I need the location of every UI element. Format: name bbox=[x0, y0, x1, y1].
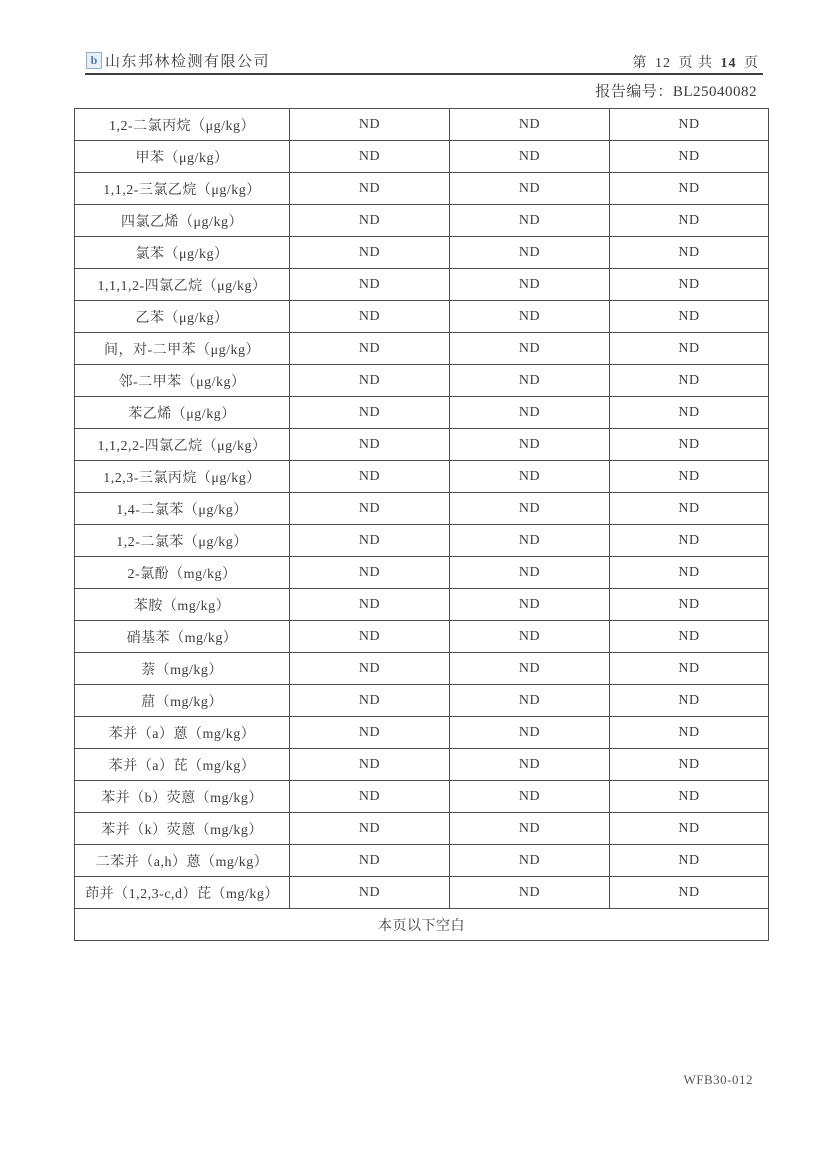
result-cell: ND bbox=[290, 301, 450, 333]
result-cell: ND bbox=[450, 877, 610, 909]
result-cell: ND bbox=[450, 717, 610, 749]
parameter-name-cell: 萘（mg/kg） bbox=[75, 653, 290, 685]
result-cell: ND bbox=[610, 621, 769, 653]
table-row bbox=[75, 877, 769, 909]
table-row bbox=[75, 653, 769, 685]
result-cell: ND bbox=[290, 429, 450, 461]
result-cell: ND bbox=[290, 269, 450, 301]
table-row bbox=[75, 845, 769, 877]
result-cell: ND bbox=[610, 813, 769, 845]
result-cell: ND bbox=[290, 589, 450, 621]
results-table bbox=[74, 108, 769, 941]
page-total: 14 bbox=[720, 56, 737, 71]
table-row bbox=[75, 397, 769, 429]
parameter-name-cell: 1,1,2,2-四氯乙烷（μg/kg） bbox=[75, 429, 290, 461]
result-cell: ND bbox=[450, 461, 610, 493]
result-cell: ND bbox=[450, 333, 610, 365]
table-row bbox=[75, 813, 769, 845]
table-row bbox=[75, 685, 769, 717]
result-cell: ND bbox=[290, 749, 450, 781]
parameter-name-cell: 邻-二甲苯（μg/kg） bbox=[75, 365, 290, 397]
table-row bbox=[75, 269, 769, 301]
table-row bbox=[75, 173, 769, 205]
parameter-name-cell: 茚并（1,2,3-c,d）芘（mg/kg） bbox=[75, 877, 290, 909]
page-suffix: 页 bbox=[744, 56, 759, 71]
result-cell: ND bbox=[290, 653, 450, 685]
table-row bbox=[75, 493, 769, 525]
result-cell: ND bbox=[610, 685, 769, 717]
table-row bbox=[75, 717, 769, 749]
parameter-name-cell: 甲苯（μg/kg） bbox=[75, 141, 290, 173]
table-row bbox=[75, 429, 769, 461]
result-cell: ND bbox=[290, 461, 450, 493]
blank-note-cell: 本页以下空白 bbox=[75, 909, 769, 941]
result-cell: ND bbox=[610, 365, 769, 397]
result-cell: ND bbox=[290, 845, 450, 877]
company-logo-icon: b bbox=[86, 52, 102, 69]
result-cell: ND bbox=[450, 301, 610, 333]
parameter-name-cell: 硝基苯（mg/kg） bbox=[75, 621, 290, 653]
result-cell: ND bbox=[610, 461, 769, 493]
table-row bbox=[75, 365, 769, 397]
blank-row bbox=[75, 909, 769, 941]
result-cell: ND bbox=[290, 781, 450, 813]
result-cell: ND bbox=[610, 237, 769, 269]
table-row bbox=[75, 781, 769, 813]
result-cell: ND bbox=[610, 557, 769, 589]
result-cell: ND bbox=[450, 365, 610, 397]
result-cell: ND bbox=[610, 845, 769, 877]
parameter-name-cell: 二苯并（a,h）蒽（mg/kg） bbox=[75, 845, 290, 877]
table-row bbox=[75, 333, 769, 365]
result-cell: ND bbox=[610, 653, 769, 685]
result-cell: ND bbox=[290, 557, 450, 589]
result-cell: ND bbox=[290, 717, 450, 749]
result-cell: ND bbox=[610, 397, 769, 429]
parameter-name-cell: 氯苯（μg/kg） bbox=[75, 237, 290, 269]
result-cell: ND bbox=[450, 749, 610, 781]
result-cell: ND bbox=[450, 493, 610, 525]
result-cell: ND bbox=[290, 877, 450, 909]
document-code: WFB30-012 bbox=[683, 1072, 753, 1087]
parameter-name-cell: 苯胺（mg/kg） bbox=[75, 589, 290, 621]
parameter-name-cell: 苯乙烯（μg/kg） bbox=[75, 397, 290, 429]
result-cell: ND bbox=[450, 781, 610, 813]
table-row bbox=[75, 301, 769, 333]
parameter-name-cell: 1,2-二氯苯（μg/kg） bbox=[75, 525, 290, 557]
report-number-value: BL25040082 bbox=[672, 84, 757, 100]
result-cell: ND bbox=[290, 237, 450, 269]
table-row bbox=[75, 109, 769, 141]
result-cell: ND bbox=[610, 493, 769, 525]
result-cell: ND bbox=[450, 109, 610, 141]
result-cell: ND bbox=[610, 301, 769, 333]
parameter-name-cell: 1,4-二氯苯（μg/kg） bbox=[75, 493, 290, 525]
parameter-name-cell: 苯并（b）荧蒽（mg/kg） bbox=[75, 781, 290, 813]
table-row bbox=[75, 237, 769, 269]
table-row bbox=[75, 589, 769, 621]
result-cell: ND bbox=[290, 621, 450, 653]
result-cell: ND bbox=[610, 429, 769, 461]
result-cell: ND bbox=[290, 525, 450, 557]
report-number-line bbox=[595, 80, 757, 101]
company-name: 山东邦林检测有限公司 bbox=[105, 54, 271, 70]
parameter-name-cell: 1,2-二氯丙烷（μg/kg） bbox=[75, 109, 290, 141]
parameter-name-cell: 乙苯（μg/kg） bbox=[75, 301, 290, 333]
header-divider bbox=[85, 73, 763, 75]
result-cell: ND bbox=[450, 525, 610, 557]
result-cell: ND bbox=[450, 589, 610, 621]
parameter-name-cell: 2-氯酚（mg/kg） bbox=[75, 557, 290, 589]
result-cell: ND bbox=[450, 429, 610, 461]
result-cell: ND bbox=[450, 845, 610, 877]
result-cell: ND bbox=[610, 269, 769, 301]
report-number-label: 报告编号： bbox=[595, 84, 673, 100]
result-cell: ND bbox=[290, 397, 450, 429]
page-prefix: 第 bbox=[632, 56, 648, 71]
result-cell: ND bbox=[450, 205, 610, 237]
parameter-name-cell: 四氯乙烯（μg/kg） bbox=[75, 205, 290, 237]
result-cell: ND bbox=[610, 717, 769, 749]
result-cell: ND bbox=[450, 557, 610, 589]
result-cell: ND bbox=[290, 173, 450, 205]
result-cell: ND bbox=[290, 493, 450, 525]
result-cell: ND bbox=[290, 685, 450, 717]
table-row bbox=[75, 557, 769, 589]
result-cell: ND bbox=[450, 237, 610, 269]
results-table-body bbox=[75, 109, 769, 941]
table-row bbox=[75, 525, 769, 557]
result-cell: ND bbox=[610, 525, 769, 557]
result-cell: ND bbox=[610, 333, 769, 365]
result-cell: ND bbox=[450, 397, 610, 429]
result-cell: ND bbox=[450, 813, 610, 845]
result-cell: ND bbox=[450, 173, 610, 205]
parameter-name-cell: 苯并（k）荧蒽（mg/kg） bbox=[75, 813, 290, 845]
result-cell: ND bbox=[290, 333, 450, 365]
result-cell: ND bbox=[450, 269, 610, 301]
result-cell: ND bbox=[450, 685, 610, 717]
table-row bbox=[75, 461, 769, 493]
result-cell: ND bbox=[290, 141, 450, 173]
table-row bbox=[75, 749, 769, 781]
parameter-name-cell: 䓛（mg/kg） bbox=[75, 685, 290, 717]
page-indicator bbox=[633, 52, 760, 72]
result-cell: ND bbox=[450, 621, 610, 653]
result-cell: ND bbox=[450, 653, 610, 685]
header-left bbox=[86, 50, 270, 71]
parameter-name-cell: 1,2,3-三氯丙烷（μg/kg） bbox=[75, 461, 290, 493]
result-cell: ND bbox=[610, 749, 769, 781]
page-mid: 页 共 bbox=[678, 56, 713, 71]
table-row bbox=[75, 141, 769, 173]
result-cell: ND bbox=[290, 205, 450, 237]
table-row bbox=[75, 205, 769, 237]
parameter-name-cell: 苯并（a）蒽（mg/kg） bbox=[75, 717, 290, 749]
parameter-name-cell: 1,1,1,2-四氯乙烷（μg/kg） bbox=[75, 269, 290, 301]
result-cell: ND bbox=[610, 781, 769, 813]
result-cell: ND bbox=[610, 109, 769, 141]
parameter-name-cell: 间，对-二甲苯（μg/kg） bbox=[75, 333, 290, 365]
result-cell: ND bbox=[610, 173, 769, 205]
table-row bbox=[75, 621, 769, 653]
result-cell: ND bbox=[290, 813, 450, 845]
result-cell: ND bbox=[610, 589, 769, 621]
result-cell: ND bbox=[610, 141, 769, 173]
result-cell: ND bbox=[290, 109, 450, 141]
parameter-name-cell: 1,1,2-三氯乙烷（μg/kg） bbox=[75, 173, 290, 205]
result-cell: ND bbox=[610, 877, 769, 909]
result-cell: ND bbox=[610, 205, 769, 237]
page-current: 12 bbox=[655, 56, 671, 71]
result-cell: ND bbox=[450, 141, 610, 173]
parameter-name-cell: 苯并（a）芘（mg/kg） bbox=[75, 749, 290, 781]
result-cell: ND bbox=[290, 365, 450, 397]
